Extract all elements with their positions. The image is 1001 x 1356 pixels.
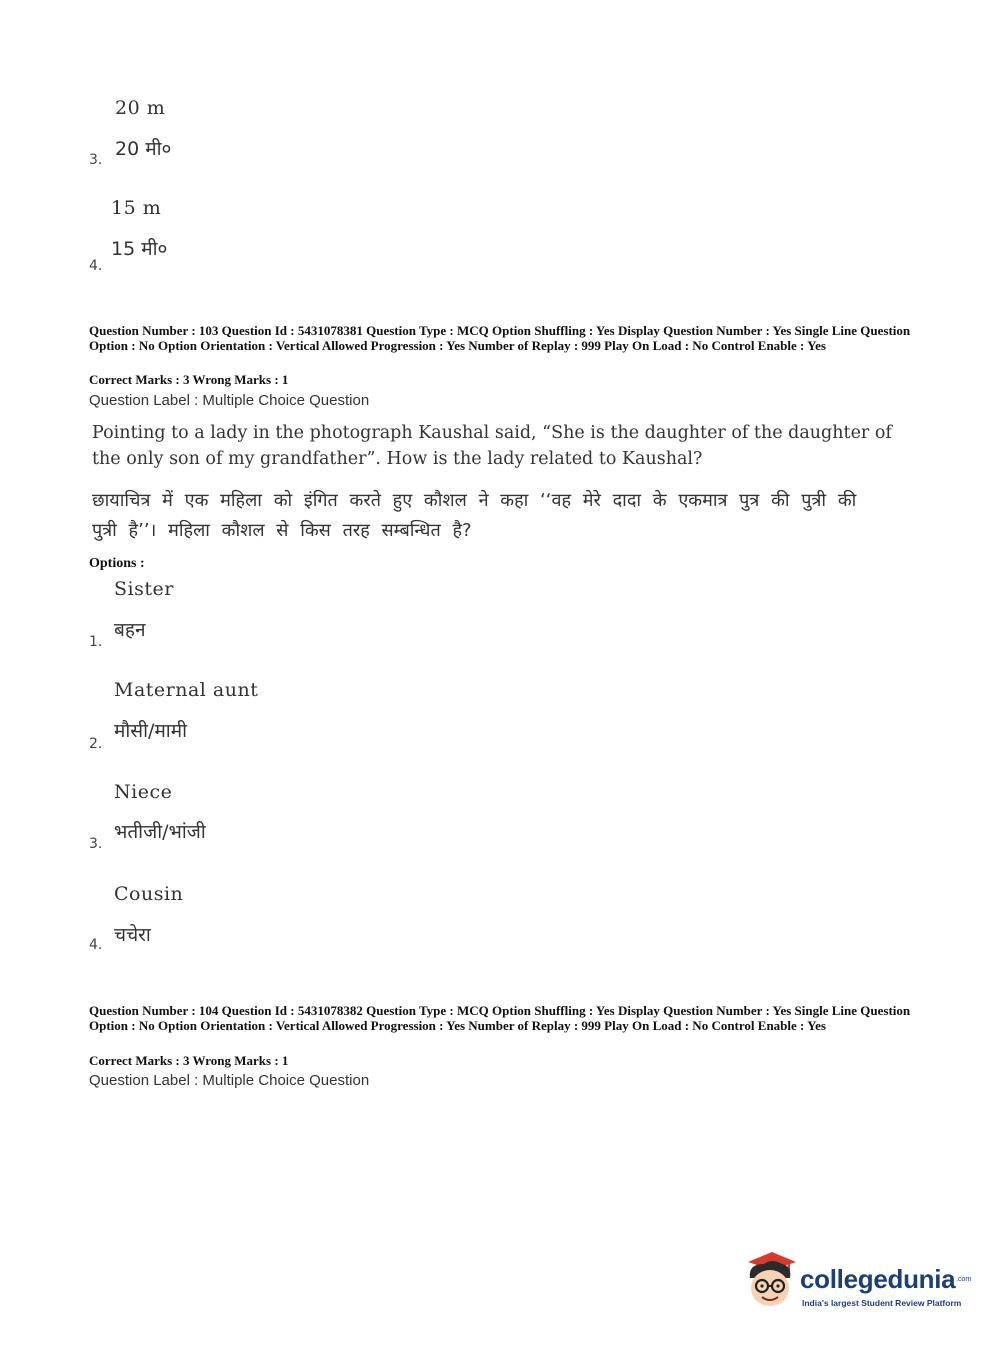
option-hi: चचेरा — [114, 924, 151, 946]
logo-suffix: .com — [956, 1276, 972, 1283]
question-meta: Question Number : 104 Question Id : 5431078382 Question Type : MCQ Option Shuffling : Yes Display Question Number : Yes Single Line Question Option : No Option Orientation : Vertical Allowed Progression : Yes Number of Replay : 999 Play On Load : No Control Enable : Yes — [89, 1003, 911, 1033]
question-meta: Question Number : 103 Question Id : 5431078381 Question Type : MCQ Option Shuffling : Yes Display Question Number : Yes Single Line Question Option : No Option Orientation : Vertical Allowed Progression : Yes Number of Replay : 999 Play On Load : No Control Enable : Yes — [89, 323, 911, 353]
question-marks: Correct Marks : 3 Wrong Marks : 1 — [89, 372, 289, 387]
option-hi: 20 मी० — [115, 138, 172, 160]
mascot-icon — [742, 1248, 798, 1314]
option-en: Niece — [114, 781, 173, 803]
question-text-hi: छायाचित्र में एक महिला को इंगित करते हुए कौशल ने कहा ‘‘वह मेरे दादा के एकमात्र पुत्र की पुत्री की पुत्री है’’। महिला कौशल से किस तरह सम्बन्धित है? — [92, 490, 857, 541]
option-hi: मौसी/मामी — [114, 720, 188, 742]
logo-tagline: India's largest Student Review Platform — [802, 1298, 962, 1308]
option-en: Sister — [114, 578, 174, 600]
option-hi: बहन — [114, 619, 146, 641]
option-number: 4. — [89, 937, 103, 953]
option-en: Maternal aunt — [114, 679, 259, 701]
option-en: 15 m — [111, 197, 162, 219]
option-en: Cousin — [114, 883, 184, 905]
option-hi: भतीजी/भांजी — [114, 821, 206, 843]
collegedunia-logo — [742, 1248, 972, 1318]
option-number: 1. — [89, 634, 103, 650]
option-number: 3. — [89, 152, 103, 168]
option-number: 4. — [89, 258, 103, 274]
question-label: Question Label : Multiple Choice Question — [89, 1072, 370, 1089]
logo-wordmark: collegedunia — [800, 1264, 956, 1294]
option-number: 3. — [89, 836, 103, 852]
question-text-en: Pointing to a lady in the photograph Kaushal said, “She is the daughter of the daughter of the only son of my grandfather”. How is the lady related to Kaushal? — [92, 423, 892, 469]
option-hi: 15 मी० — [111, 238, 168, 260]
option-number: 2. — [89, 736, 103, 752]
question-label: Question Label : Multiple Choice Question — [89, 392, 370, 409]
options-heading: Options : — [89, 556, 145, 571]
option-en: 20 m — [115, 97, 166, 119]
question-marks: Correct Marks : 3 Wrong Marks : 1 — [89, 1053, 289, 1068]
